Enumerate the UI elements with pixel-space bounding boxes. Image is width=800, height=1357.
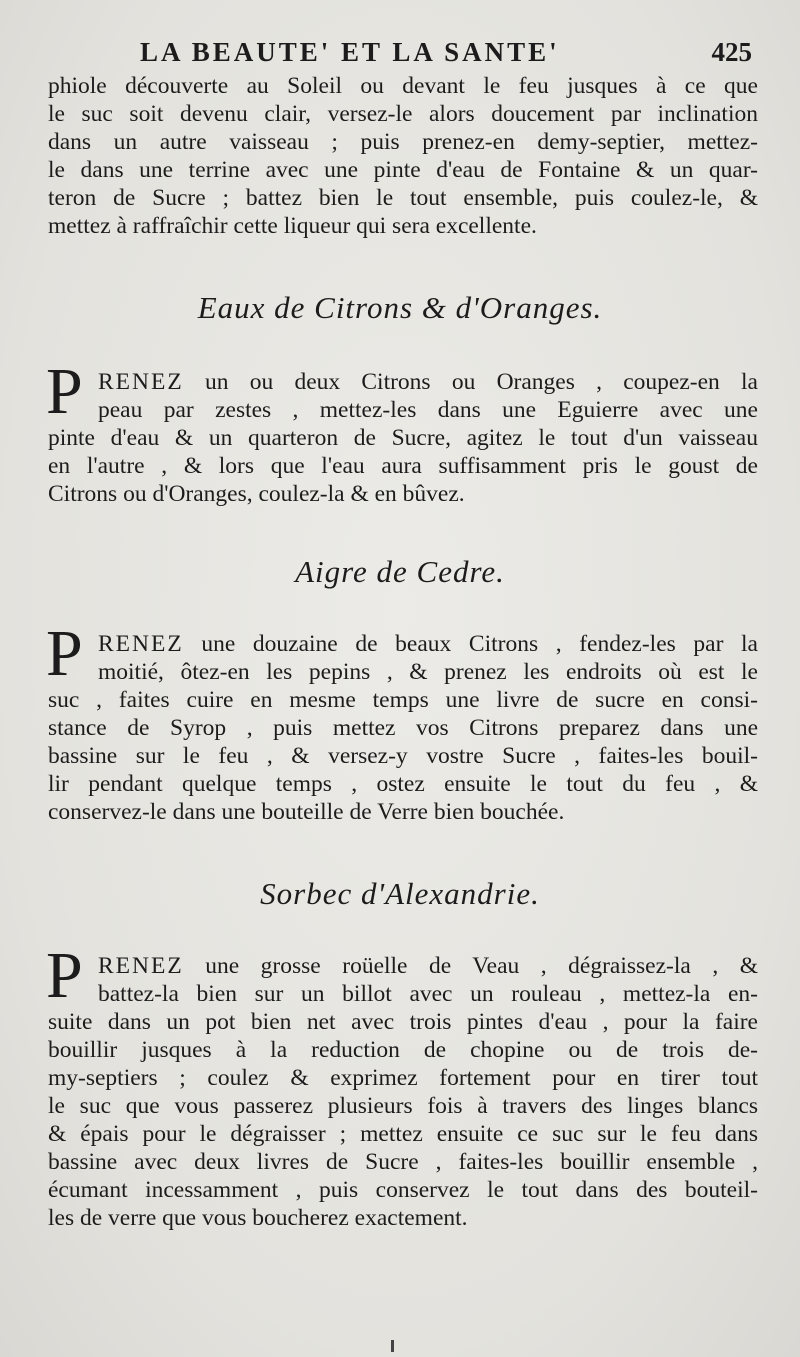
text-line: suite dans un pot bien net avec trois pintes d'eau , pour la faire xyxy=(48,1009,758,1035)
running-title: LA BEAUTE' ET LA SANTE' xyxy=(140,37,560,67)
drop-cap: P xyxy=(46,939,83,1012)
text-line: conservez-le dans une bouteille de Verre bien bouchée. xyxy=(48,799,565,825)
drop-cap: P xyxy=(46,617,83,690)
text-line: bassine sur le feu , & versez-y vostre Sucre , faites-les bouil- xyxy=(48,743,758,769)
text-line-first xyxy=(98,368,758,396)
bottom-mark xyxy=(391,1340,394,1352)
lead-word: RENEZ xyxy=(98,953,184,979)
text-line: stance de Syrop , puis mettez vos Citrons preparez dans une xyxy=(48,715,758,741)
text-line: pinte d'eau & un quarteron de Sucre, agitez le tout d'un vaisseau xyxy=(48,425,758,451)
text-line: écumant incessamment , puis conservez le tout dans des bouteil- xyxy=(48,1177,758,1203)
text-line: dans un autre vaisseau ; puis prenez-en demy-septier, mettez- xyxy=(48,129,758,155)
text-line: phiole découverte au Soleil ou devant le feu jusques à ce que xyxy=(48,73,758,99)
text-line: le suc soit devenu clair, versez-le alors doucement par inclination xyxy=(48,101,758,127)
first-line-text: une grosse roüelle de Veau , dégraissez-la , & xyxy=(183,953,758,979)
text-line: le dans une terrine avec une pinte d'eau de Fontaine & un quar- xyxy=(48,157,758,183)
lead-word: RENEZ xyxy=(98,369,184,395)
text-line: le suc que vous passerez plusieurs fois à travers des linges blancs xyxy=(48,1093,758,1119)
text-line: Citrons ou d'Oranges, coulez-la & en bûvez. xyxy=(48,481,465,507)
section-heading: Sorbec d'Alexandrie. xyxy=(260,876,540,911)
text-line: mettez à raffraîchir cette liqueur qui sera excellente. xyxy=(48,213,537,239)
text-line: bouillir jusques à la reduction de chopine ou de trois de- xyxy=(48,1037,758,1063)
page-number: 425 xyxy=(711,37,752,67)
text-line: my-septiers ; coulez & exprimez fortement pour en tirer tout xyxy=(48,1065,758,1091)
text-line: en l'autre , & lors que l'eau aura suffisamment pris le goust de xyxy=(48,453,758,479)
text-line: lir pendant quelque temps , ostez ensuite le tout du feu , & xyxy=(48,771,758,797)
text-line: les de verre que vous boucherez exactement. xyxy=(48,1205,468,1231)
text-line: suc , faites cuire en mesme temps une livre de sucre en consi- xyxy=(48,687,758,713)
text-line: & épais pour le dégraisser ; mettez ensuite ce suc sur le feu dans xyxy=(48,1121,758,1147)
text-line: bassine avec deux livres de Sucre , faites-les bouillir ensemble , xyxy=(48,1149,758,1175)
drop-cap: P xyxy=(46,355,83,428)
text-line-first xyxy=(98,952,758,980)
section-heading: Aigre de Cedre. xyxy=(295,554,505,589)
text-line: moitié, ôtez-en les pepins , & prenez les endroits où est le xyxy=(98,659,758,685)
text-line: teron de Sucre ; battez bien le tout ensemble, puis coulez-le, & xyxy=(48,185,758,211)
first-line-text: une douzaine de beaux Citrons , fendez-les par la xyxy=(183,631,758,657)
text-line: peau par zestes , mettez-les dans une Eguierre avec une xyxy=(98,397,758,423)
first-line-text: un ou deux Citrons ou Oranges , coupez-en la xyxy=(183,369,758,395)
running-header xyxy=(60,32,760,72)
text-line: battez-la bien sur un billot avec un rouleau , mettez-la en- xyxy=(98,981,758,1007)
text-line-first xyxy=(98,630,758,658)
section-heading: Eaux de Citrons & d'Oranges. xyxy=(197,290,603,325)
lead-word: RENEZ xyxy=(98,631,184,657)
